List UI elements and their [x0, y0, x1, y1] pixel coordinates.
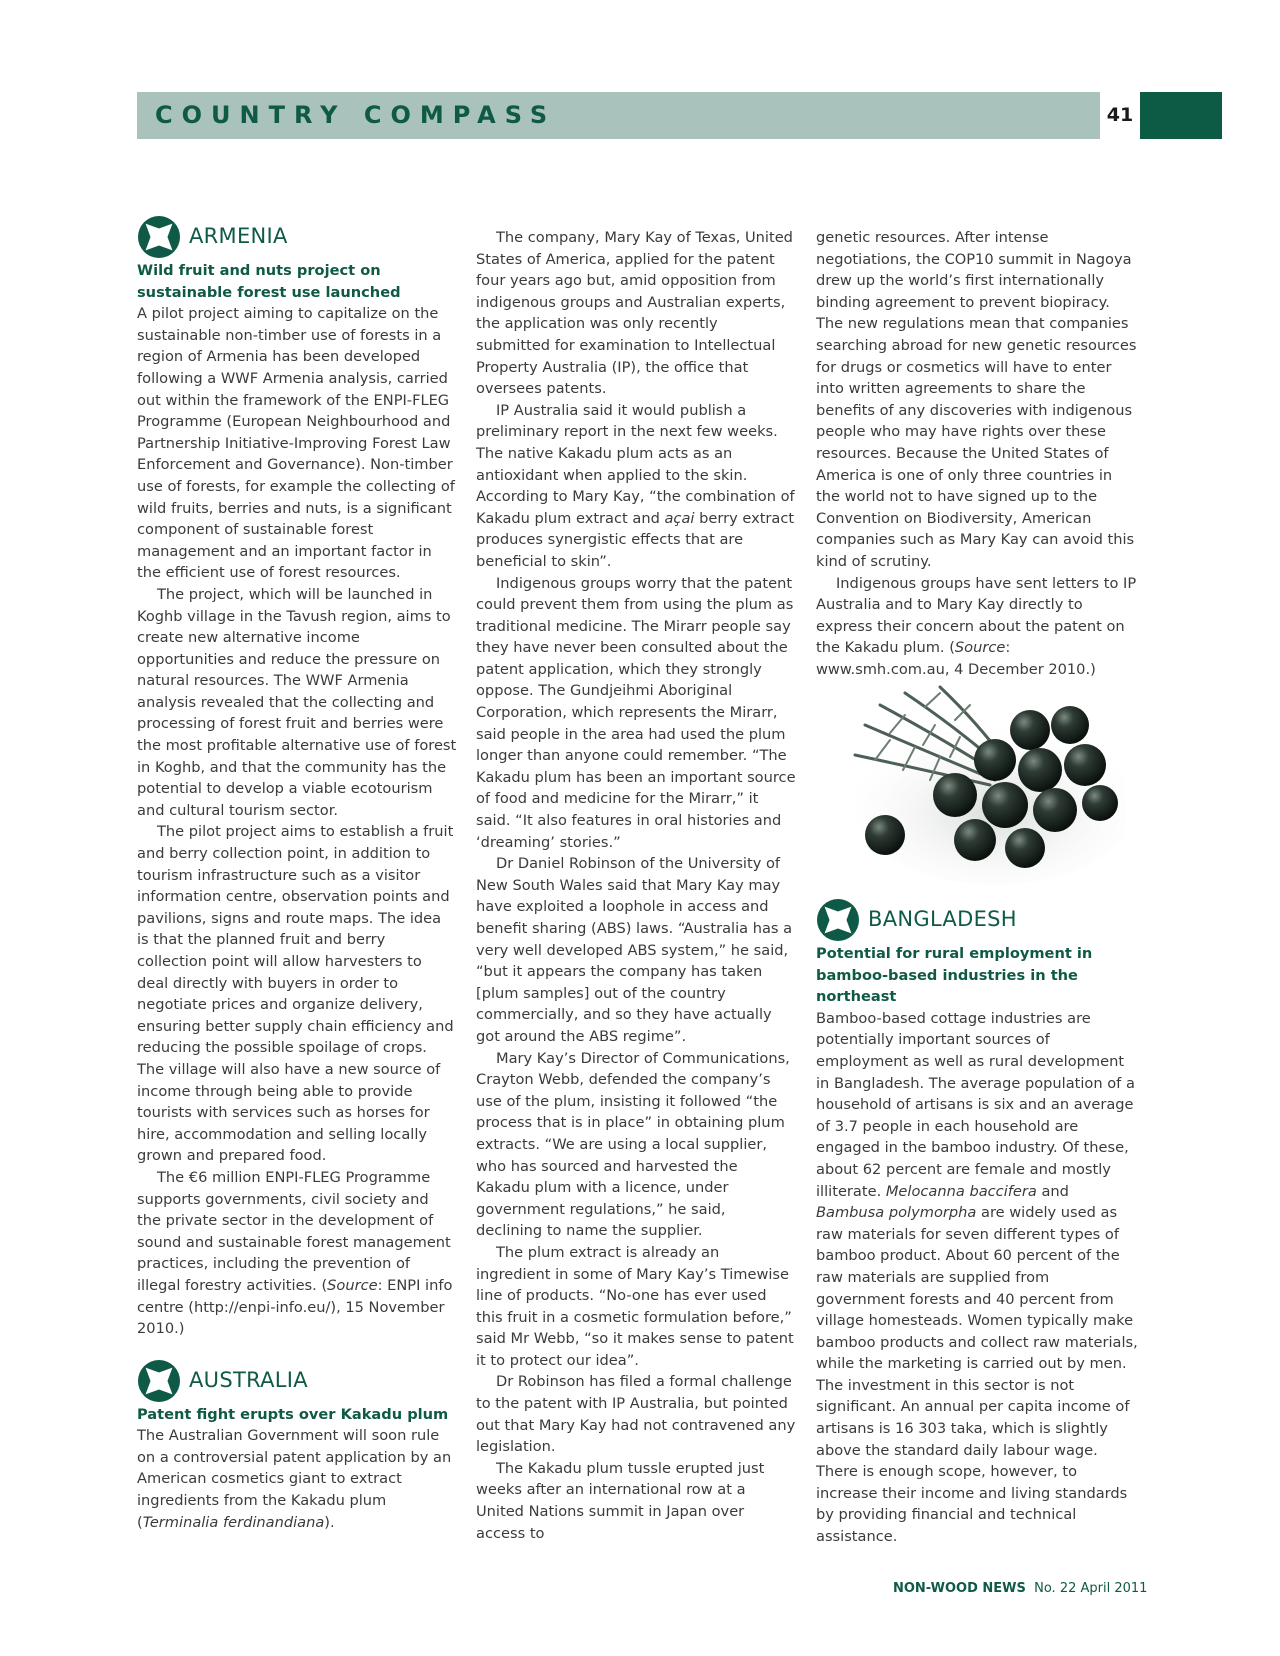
australia-paragraph: Dr Robinson has filed a formal challenge to the patent with IP Australia, but pointed out that Mary Kay had not contravened any legislation.	[476, 1373, 796, 1456]
bangladesh-title: BANGLADESH	[868, 907, 1017, 932]
bangladesh-heading	[816, 897, 1138, 943]
armenia-paragraph: The €6 million ENPI-FLEG Programme supports governments, civil society and the private sector in the development of sound and sustainable forest management practices, including the prevention of illegal forestry activities. (Source: ENPI info centre (http://enpi-info.eu/), 15 November 2010.)	[137, 1168, 453, 1338]
page-number-block	[1140, 92, 1222, 139]
compass-icon	[816, 898, 860, 942]
australia-paragraph: Mary Kay’s Director of Communications, Crayton Webb, defended the company’s use of the plum, insisting it followed “the process that is in place” in obtaining plum extracts. “We are using a local supplier, who has sourced and harvested the Kakadu plum with a licence, under government regulations,” he said, declining to name the supplier.	[476, 1049, 790, 1240]
footer	[893, 1581, 1147, 1596]
compass-icon	[137, 215, 181, 259]
kakadu-plum-photo	[845, 685, 1125, 885]
bangladesh-paragraph: Bamboo-based cottage industries are potentially important sources of employment as well as rural development in Bangladesh. The average population of a household of artisans is six and an average of 3.7 people in each household are engaged in the bamboo industry. Of these, about 62 percent are female and mostly illiterate. Melocanna baccifera and Bambusa polymorpha are widely used as raw materials for seven different types of bamboo product. About 60 percent of the raw materials are supplied from government forests and 40 percent from village homesteads. Women typically make bamboo products and collect raw materials, while the marketing is carried out by men. The investment in this sector is not significant. An annual per capita income of artisans is 16 303 taka, which is slightly above the standard daily labour wage. There is enough scope, however, to increase their income and living standards by providing financial and technical assistance.	[816, 1009, 1138, 1546]
issue-info: No. 22 April 2011	[1034, 1581, 1148, 1596]
armenia-heading	[137, 214, 457, 260]
australia-heading	[137, 1358, 457, 1404]
australia-paragraph: The plum extract is already an ingredient in some of Mary Kay’s Timewise line of products. “No-one has ever used this fruit in a cosmetic formulation before,” said Mr Webb, “so it makes sense to patent it to protect our idea”.	[476, 1243, 794, 1369]
compass-icon	[137, 1359, 181, 1403]
australia-headline: Patent fight erupts over Kakadu plum	[137, 1405, 449, 1423]
column-1	[137, 214, 457, 1533]
australia-title: AUSTRALIA	[189, 1367, 308, 1392]
australia-paragraph: IP Australia said it would publish a preliminary report in the next few weeks. The native Kakadu plum acts as an antioxidant when applied to the skin. According to Mary Kay, “the combination of Kakadu plum extract and açai berry extract produces synergistic effects that are beneficial to skin”.	[476, 401, 795, 570]
armenia-paragraph: The pilot project aims to establish a fruit and berry collection point, in addition to tourism infrastructure such as a visitor information centre, observation points and pavilions, signs and route maps. The idea is that the planned fruit and berry collection point will allow harvesters to deal directly with buyers in order to negotiate prices and organize delivery, ensuring better supply chain efficiency and reducing the possible spoilage of crops. The village will also have a new source of income through being able to provide tourists with services such as horses for hire, accommodation and selling locally grown and prepared food.	[137, 823, 454, 1165]
armenia-paragraph: The project, which will be launched in Koghb village in the Tavush region, aims to create new alternative income opportunities and reduce the pressure on natural resources. The WWF Armenia analysis revealed that the collecting and processing of forest fruit and berries were the most profitable alternative use of forest in Koghb, and that the community has the potential to develop a viable ecotourism and cultural tourism sector.	[137, 585, 457, 819]
australia-paragraph: Indigenous groups worry that the patent could prevent them from using the plum as traditional medicine. The Mirarr people say they have never been consulted about the patent application, which they strongly oppose. The Gundjeihmi Aboriginal Corporation, which represents the Mirarr, said people in the area had used the plum longer than anyone could remember. “The Kakadu plum has been an important source of food and medicine for the Mirarr,” it said. “It also features in oral histories and ‘dreaming’ stories.”	[476, 574, 796, 851]
armenia-paragraph: A pilot project aiming to capitalize on the sustainable non-timber use of forests in a region of Armenia has been developed following a WWF Armenia analysis, carried out within the framework of the ENPI-FLEG Programme (European Neighbourhood and Partnership Initiative-Improving Forest Law Enforcement and Governance). Non-timber use of forests, for example the collecting of wild fruits, berries and nuts, is a significant component of sustainable forest management and an important factor in the efficient use of forest resources.	[137, 305, 455, 582]
column-3	[816, 227, 1138, 680]
australia-paragraph: The Australian Government will soon rule on a controversial patent application by an American cosmetics giant to extract ingredients from the Kakadu plum (Terminalia ferdinandiana).	[137, 1427, 452, 1531]
column-3-lower	[816, 897, 1138, 1548]
publication-name: NON-WOOD NEWS	[893, 1581, 1026, 1596]
armenia-title: ARMENIA	[189, 224, 288, 249]
page-number: 41	[1106, 104, 1134, 126]
section-title: COUNTRY COMPASS	[155, 101, 557, 129]
australia-paragraph: Dr Daniel Robinson of the University of New South Wales said that Mary Kay may have exploited a loophole in access and benefit sharing (ABS) laws. “Australia has a very well developed ABS system,” he said, “but it appears the company has taken [plum samples] out of the country commercially, and so they have actually got around the ABS regime”.	[476, 855, 793, 1045]
australia-paragraph: genetic resources. After intense negotiations, the COP10 summit in Nagoya drew up the world’s first internationally binding agreement to prevent biopiracy. The new regulations mean that companies searching abroad for new genetic resources for drugs or cosmetics will have to enter into written agreements to share the benefits of any discoveries with indigenous people who may have rights over these resources. Because the United States of America is one of only three countries in the world not to have signed up to the Convention on Biodiversity, American companies such as Mary Kay can avoid this kind of scrutiny.	[816, 229, 1137, 570]
column-2	[476, 227, 796, 1544]
armenia-headline: Wild fruit and nuts project on sustainable forest use launched	[137, 262, 401, 301]
australia-paragraph: Indigenous groups have sent letters to IP Australia and to Mary Kay directly to express their concern about the patent on the Kakadu plum. (Source: www.smh.com.au, 4 December 2010.)	[816, 574, 1137, 678]
bangladesh-headline: Potential for rural employment in bamboo-based industries in the northeast	[816, 945, 1093, 1006]
australia-paragraph: The Kakadu plum tussle erupted just weeks after an international row at a United Nations summit in Japan over access to	[476, 1459, 765, 1542]
australia-paragraph: The company, Mary Kay of Texas, United States of America, applied for the patent four years ago but, amid opposition from indigenous groups and Australian experts, the application was only recently submitted for examination to Intellectual Property Australia (IP), the office that oversees patents.	[476, 229, 793, 398]
